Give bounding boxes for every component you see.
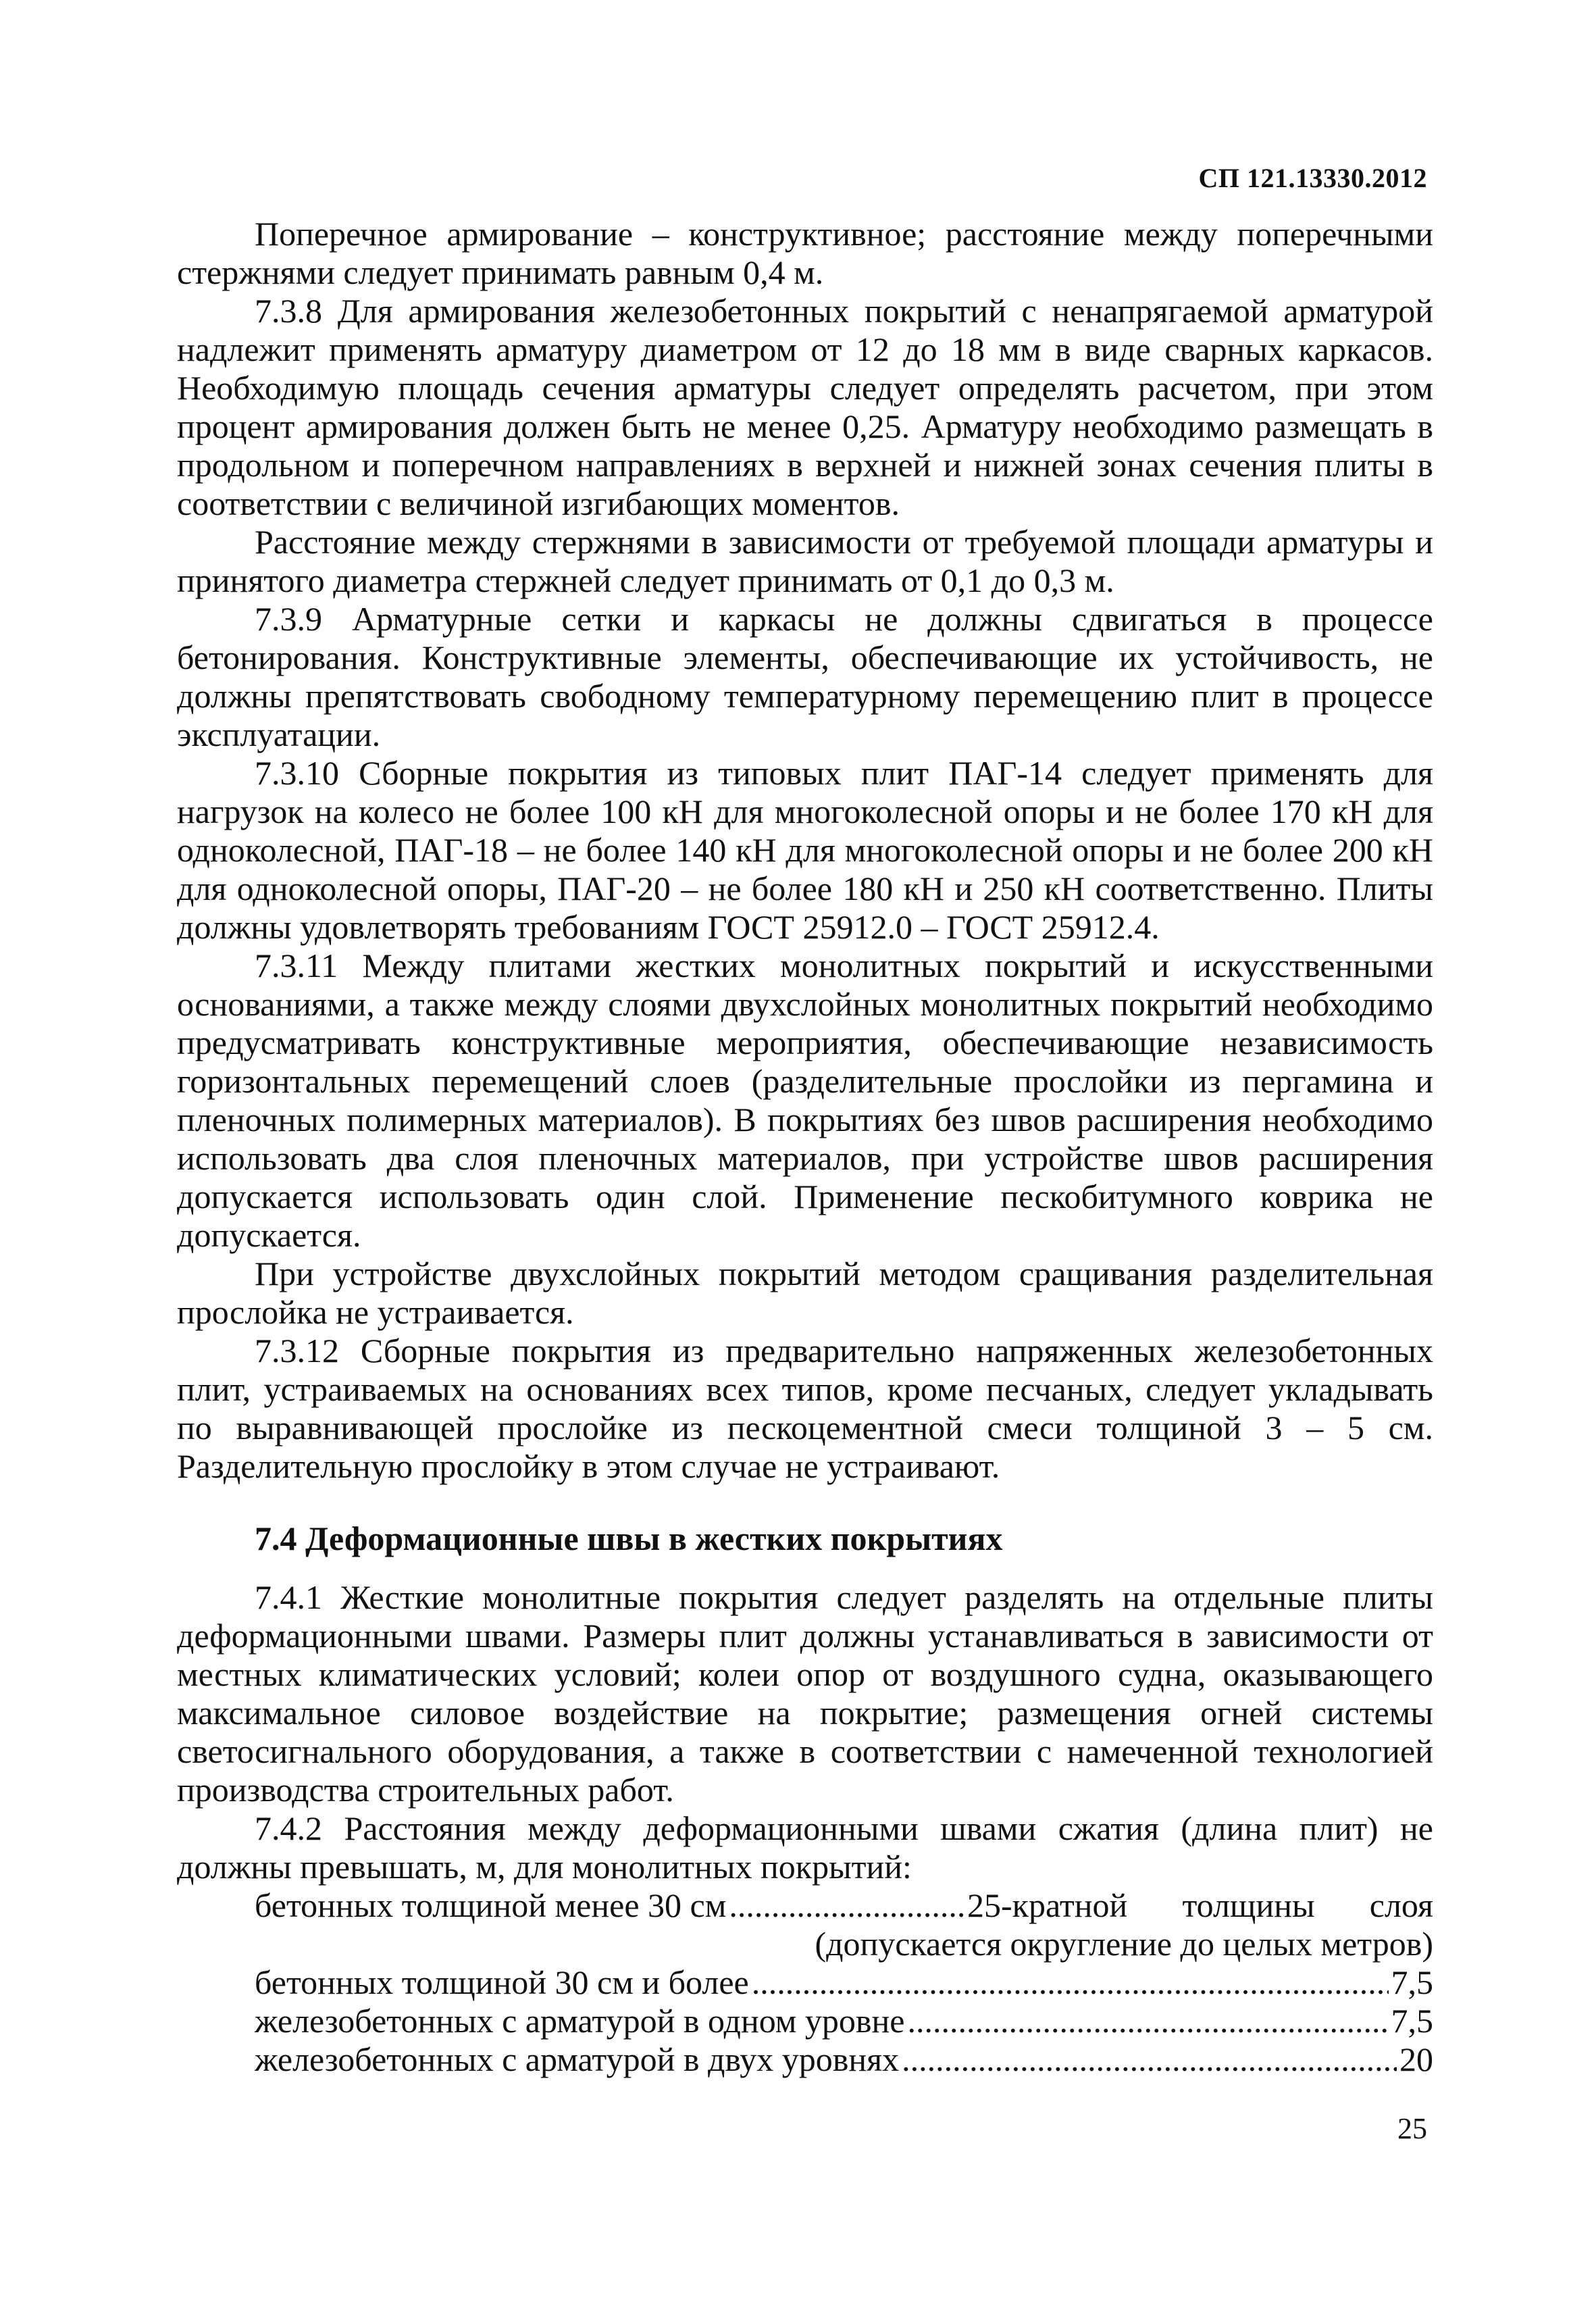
- page-number: 25: [1397, 2112, 1427, 2145]
- paragraph-transverse-reinforcement: Поперечное армирование – конструктивное; расстояние между поперечными стержнями следует принимать равным 0,4 м.: [177, 215, 1433, 291]
- list-item-label: железобетонных с арматурой в одном уровне: [255, 2002, 905, 2040]
- list-item-value: [967, 1886, 1433, 1925]
- section-heading-7-4: 7.4 Деформационные швы в жестких покрытиях: [255, 1519, 1003, 1557]
- paragraph-7-3-9: 7.3.9 Арматурные сетки и каркасы не должны сдвигаться в процессе бетонирования. Конструктивные элементы, обеспечивающие их устойчивость, не должны препятствовать свободному температурному перемещению плит в процессе эксплуатации.: [177, 600, 1433, 753]
- list-item: [255, 1963, 1433, 2002]
- value-word: 25-кратной: [967, 1886, 1128, 1924]
- list-item-label: бетонных толщиной менее 30 см: [255, 1886, 727, 1924]
- page-body: [177, 215, 1433, 2079]
- joint-spacing-list: [177, 1886, 1433, 2079]
- leader-dots: [729, 1886, 964, 1925]
- paragraph-7-3-8: 7.3.8 Для армирования железобетонных покрытий с ненапрягаемой арматурой надлежит применять арматуру диаметром от 12 до 18 мм в виде сварных каркасов. Необходимую площадь сечения арматуры следует определять расчетом, при этом процент армирования должен быть не менее 0,25. Арматуру необходимо размещать в продольном и поперечном направлениях в верхней и нижней зонах сечения плиты в соответствии с величиной изгибающих моментов.: [177, 292, 1433, 522]
- value-word: толщины: [1182, 1886, 1315, 1924]
- list-item-label: бетонных толщиной 30 см и более: [255, 1963, 749, 2001]
- list-item: [255, 1886, 1433, 1925]
- list-item: [255, 2002, 1433, 2040]
- list-item-value: 20: [1399, 2040, 1433, 2078]
- document-code: СП 121.13330.2012: [1198, 163, 1427, 193]
- paragraph-two-layer-note: При устройстве двухслойных покрытий методом сращивания разделительная прослойка не устраивается.: [177, 1255, 1433, 1331]
- value-word: слоя: [1369, 1886, 1433, 1924]
- paragraph-7-3-10: 7.3.10 Сборные покрытия из типовых плит ПАГ-14 следует применять для нагрузок на колесо не более 100 кН для многоколесной опоры и не более 170 кН для одноколесной, ПАГ-18 – не более 140 кН для многоколесной опоры и не более 200 кН для одноколесной опоры, ПАГ-20 – не более 180 кН и 250 кН соответственно. Плиты должны удовлетворять требованиям ГОСТ 25912.0 – ГОСТ 25912.4.: [177, 754, 1433, 946]
- list-item-label: железобетонных с арматурой в двух уровнях: [255, 2040, 900, 2078]
- leader-dots: [907, 2002, 1388, 2040]
- paragraph-7-4-1: 7.4.1 Жесткие монолитные покрытия следует разделять на отдельные плиты деформационными швами. Размеры плит должны устанавливаться в зависимости от местных климатических условий; колеи опор от воздушного судна, оказывающего максимальное силовое воздействие на покрытие; размещения огней системы светосигнального оборудования, а также в соответствии с намеченной технологией производства строительных работ.: [177, 1578, 1433, 1809]
- list-item-value: 7,5: [1391, 1963, 1433, 2001]
- paragraph-7-4-2: 7.4.2 Расстояния между деформационными швами сжатия (длина плит) не должны превышать, м, для монолитных покрытий:: [177, 1809, 1433, 1886]
- paragraph-7-3-12: 7.3.12 Сборные покрытия из предварительно напряженных железобетонных плит, устраиваемых на основаниях всех типов, кроме песчаных, следует укладывать по выравнивающей прослойке из пескоцементной смеси толщиной 3 – 5 см. Разделительную прослойку в этом случае не устраивают.: [177, 1332, 1433, 1485]
- leader-dots: [902, 2040, 1397, 2079]
- leader-dots: [752, 1963, 1389, 2002]
- list-item: [255, 2040, 1433, 2079]
- paragraph-bar-spacing: Расстояние между стержнями в зависимости от требуемой площади арматуры и принятого диаметра стержней следует принимать от 0,1 до 0,3 м.: [177, 523, 1433, 599]
- paragraph-7-3-11: 7.3.11 Между плитами жестких монолитных покрытий и искусственными основаниями, а также между слоями двухслойных монолитных покрытий необходимо предусматривать конструктивные мероприятия, обеспечивающие независимость горизонтальных перемещений слоев (разделительные прослойки из пергамина и пленочных полимерных материалов). В покрытиях без швов расширения необходимо использовать два слоя пленочных материалов, при устройстве швов расширения допускается использовать один слой. Применение пескобитумного коврика не допускается.: [177, 947, 1433, 1254]
- rounding-note: (допускается округление до целых метров): [815, 1925, 1433, 1963]
- list-item-value: 7,5: [1391, 2002, 1433, 2040]
